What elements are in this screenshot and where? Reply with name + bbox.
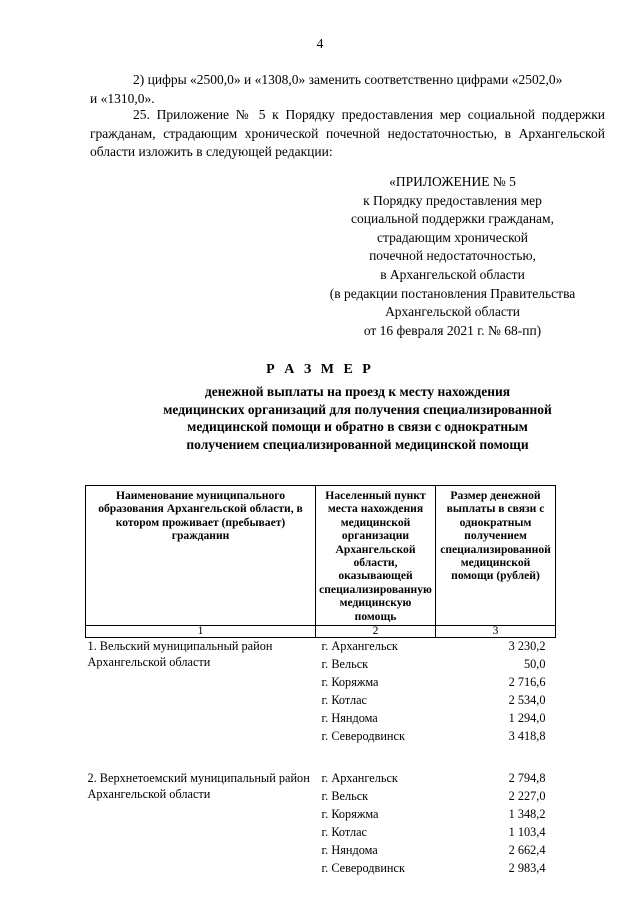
- header-district: Наименование муниципального образования Архангельской области, в котором проживает (пребывает) гражданин: [86, 486, 316, 626]
- district-cell: 2. Верхнетоемский муниципальный район Архангельской области: [87, 771, 310, 802]
- city-cell: г. Коряжма: [321, 675, 379, 690]
- amount-cell: 1 103,4: [508, 825, 546, 840]
- header-amount: Размер денежной выплаты в связи с однократным получением специализированной медицинской помощи (рублей): [436, 486, 556, 626]
- amount-cell: 2 227,0: [508, 789, 546, 804]
- district-cell: 1. Вельский муниципальный район Архангельской области: [87, 639, 273, 670]
- amount-cell: 50,0: [523, 657, 546, 672]
- amount-cell: 3 230,2: [508, 639, 546, 654]
- amount-cell: 1 294,0: [508, 711, 546, 726]
- amount-cell: 2 662,4: [508, 843, 546, 858]
- city-cell: г. Котлас: [321, 693, 368, 708]
- column-number-row: [86, 626, 556, 638]
- city-cell: г. Архангельск: [321, 771, 398, 786]
- subtitle-line: медицинской помощи и обратно в связи с однократным: [187, 419, 528, 435]
- city-cell: г. Няндома: [321, 711, 378, 726]
- city-cell: г. Няндома: [321, 843, 378, 858]
- amount-cell: 2 983,4: [508, 861, 546, 876]
- amount-cell: 1 348,2: [508, 807, 546, 822]
- header-city: Населенный пункт места нахождения медицинской организации Архангельской области, оказывающей специализированную медицинскую помощь: [316, 486, 436, 626]
- appendix-line: почечной недостаточностью,: [369, 248, 536, 264]
- city-cell: г. Северодвинск: [321, 729, 405, 744]
- column-number: 3: [436, 626, 556, 638]
- table-row: [86, 770, 556, 788]
- amendment-line-2: и «1310,0».: [90, 90, 155, 106]
- city-cell: г. Вельск: [321, 789, 369, 804]
- appendix-line: Архангельской области: [385, 304, 520, 320]
- appendix-line: страдающим хронической: [377, 229, 528, 245]
- city-cell: г. Архангельск: [321, 639, 398, 654]
- appendix-line: к Порядку предоставления мер: [363, 192, 542, 208]
- amendment-paragraph-2: [90, 71, 605, 108]
- amount-cell: 3 418,8: [508, 729, 546, 744]
- amendment-paragraph-25: 25. Приложение № 5 к Порядку предоставления мер социальной поддержки гражданам, страдающим хронической почечной недостаточностью, в Архангельской области изложить в следующей редакции:: [90, 107, 605, 159]
- appendix-line: (в редакции постановления Правительства: [329, 285, 576, 301]
- amendment-line-1: 2) цифры «2500,0» и «1308,0» заменить соответственно цифрами «2502,0»: [133, 72, 563, 87]
- city-cell: г. Вельск: [321, 657, 369, 672]
- subtitle-line: денежной выплаты на проезд к месту нахождения: [204, 384, 511, 399]
- appendix-line: в Архангельской области: [380, 266, 525, 282]
- city-cell: г. Котлас: [321, 825, 368, 840]
- appendix-line: «ПРИЛОЖЕНИЕ № 5: [389, 174, 516, 189]
- subtitle-line: медицинских организаций для получения специализированной: [163, 401, 552, 417]
- amount-cell: 2 716,6: [508, 675, 546, 690]
- column-number: 1: [86, 626, 316, 638]
- appendix-header: [300, 173, 605, 340]
- city-cell: г. Коряжма: [321, 807, 379, 822]
- document-title: Р А З М Е Р: [266, 362, 374, 377]
- amount-cell: 2 794,8: [508, 771, 546, 786]
- amount-cell: 2 534,0: [508, 693, 546, 708]
- subtitle-line: получением специализированной медицинской помощи: [186, 436, 529, 452]
- city-cell: г. Северодвинск: [321, 861, 405, 876]
- appendix-line: социальной поддержки гражданам,: [351, 211, 554, 227]
- payment-table: [85, 485, 556, 878]
- document-subtitle: [0, 383, 640, 453]
- table-row: [86, 638, 556, 657]
- page-number: 4: [316, 36, 324, 51]
- appendix-line: от 16 февраля 2021 г. № 68-пп): [363, 322, 542, 338]
- group-spacer: [86, 746, 556, 770]
- table-header-row: [86, 486, 556, 626]
- column-number: 2: [316, 626, 436, 638]
